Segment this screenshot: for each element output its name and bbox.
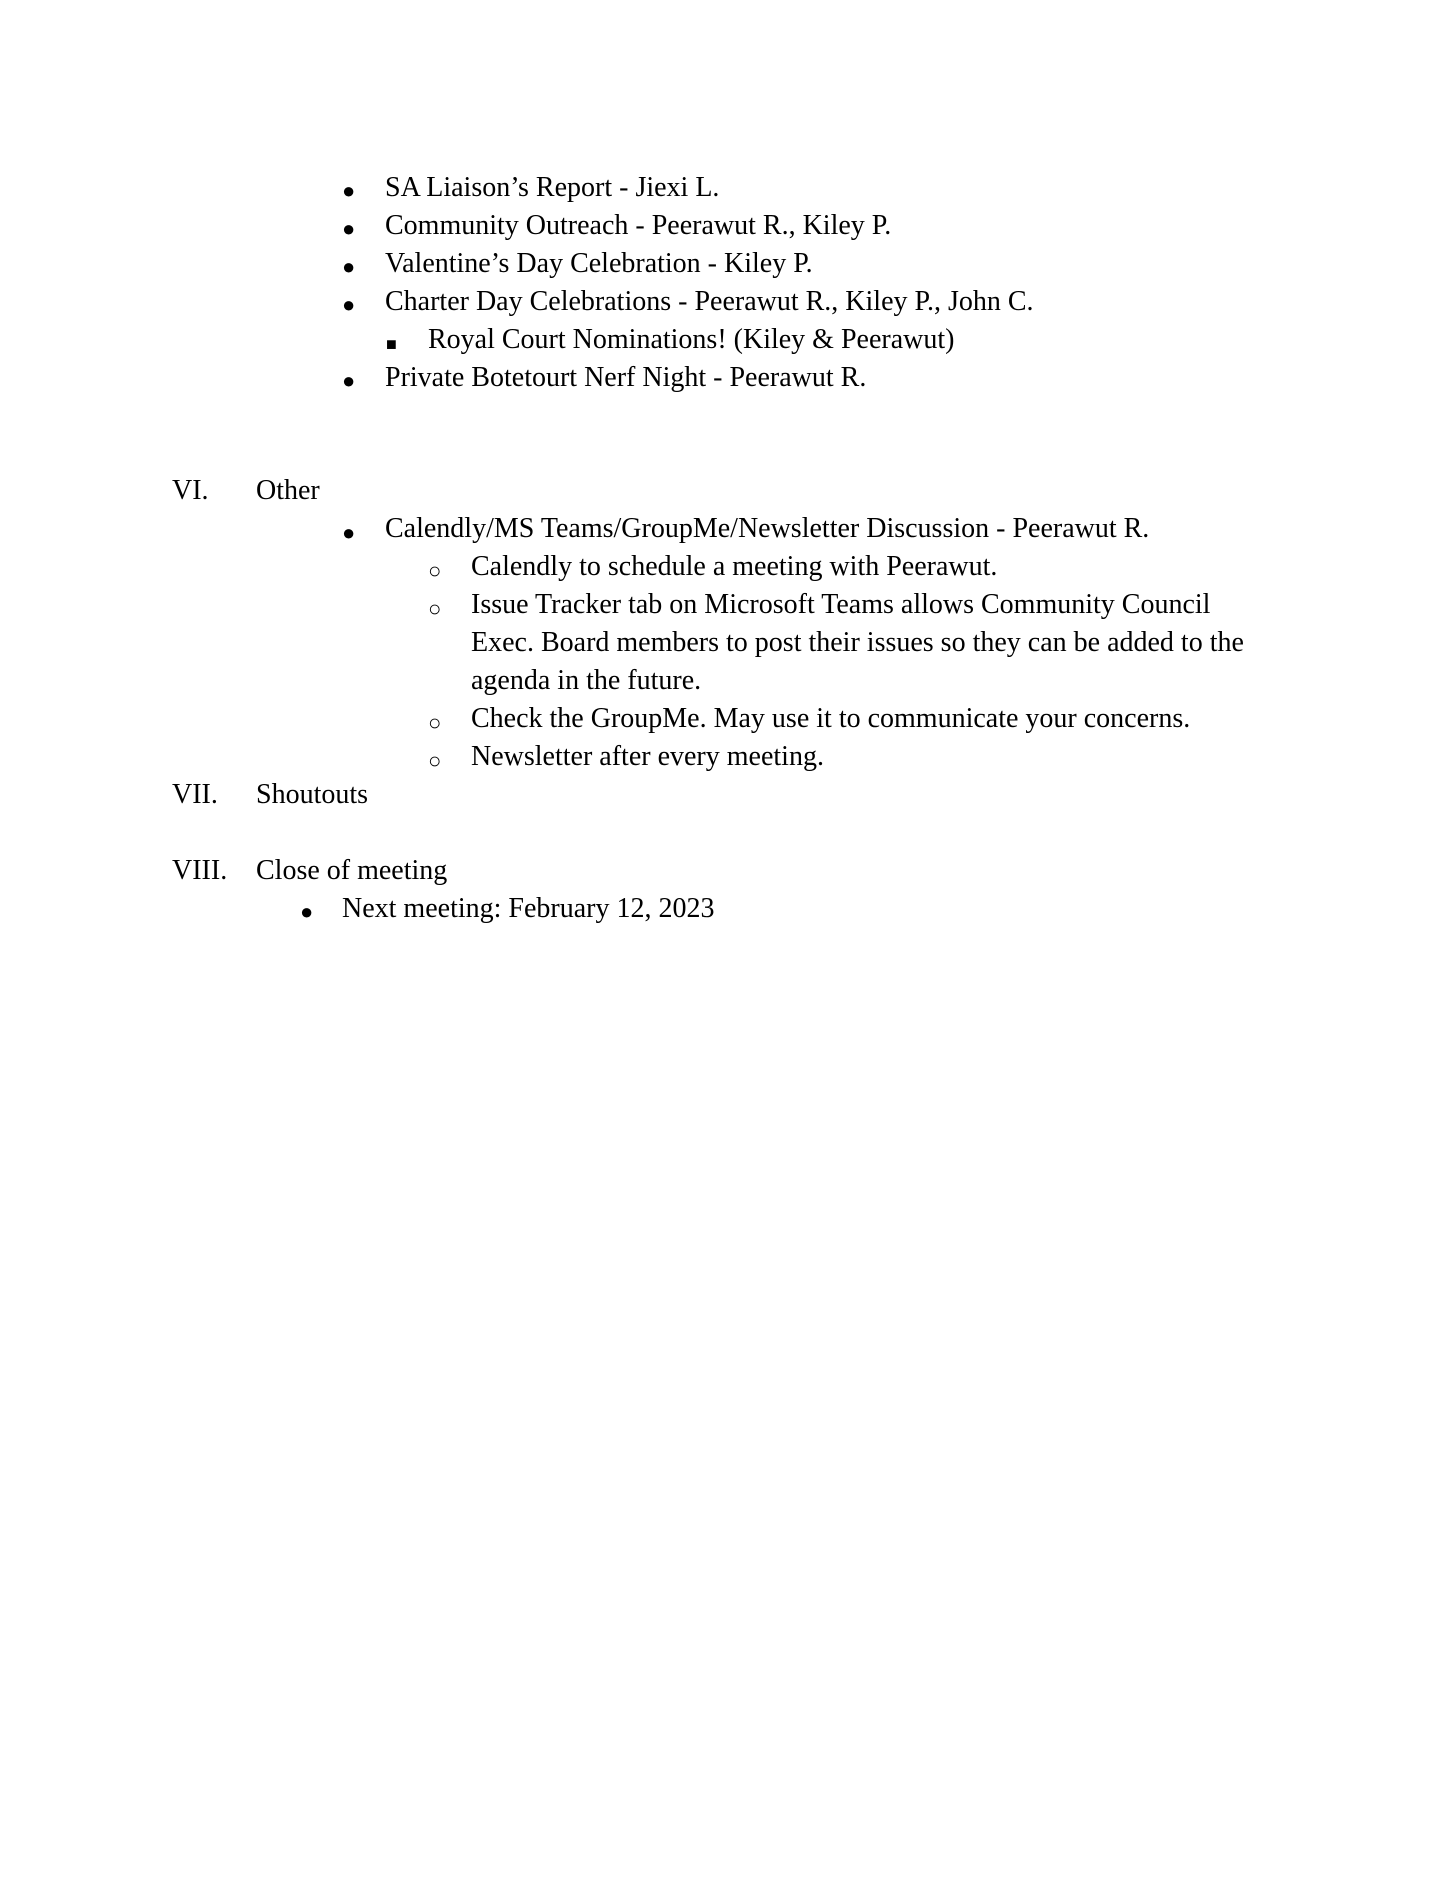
list-item: Valentine’s Day Celebration - Kiley P. <box>385 248 813 279</box>
bullet-disc-icon: ● <box>300 899 314 924</box>
list-item: Community Outreach - Peerawut R., Kiley P. <box>385 210 892 241</box>
list-item: Newsletter after every meeting. <box>471 741 824 772</box>
list-item-continuation: Exec. Board members to post their issues so they can be added to the <box>471 627 1244 658</box>
bullet-disc-icon: ● <box>342 292 356 317</box>
bullet-disc-icon: ● <box>342 178 356 203</box>
list-item: Royal Court Nominations! (Kiley & Peerawut) <box>428 324 955 355</box>
bullet-disc-icon: ● <box>342 368 356 393</box>
list-item: Calendly to schedule a meeting with Peerawut. <box>471 551 998 582</box>
list-item: SA Liaison’s Report - Jiexi L. <box>385 172 720 203</box>
section-numeral: VII. <box>172 779 218 810</box>
bullet-square-icon: ■ <box>386 334 397 354</box>
bullet-disc-icon: ● <box>342 216 356 241</box>
bullet-circle-icon: ○ <box>428 748 442 773</box>
list-item: Charter Day Celebrations - Peerawut R., Kiley P., John C. <box>385 286 1034 317</box>
list-item: Issue Tracker tab on Microsoft Teams allows Community Council <box>471 589 1211 620</box>
section-title: Shoutouts <box>256 779 369 810</box>
bullet-circle-icon: ○ <box>428 596 442 621</box>
list-item: Private Botetourt Nerf Night - Peerawut R. <box>385 362 867 393</box>
section-title: Close of meeting <box>256 855 448 886</box>
section-title: Other <box>256 475 320 506</box>
bullet-circle-icon: ○ <box>428 558 442 583</box>
section-numeral: VIII. <box>172 855 228 886</box>
bullet-disc-icon: ● <box>342 254 356 279</box>
bullet-disc-icon: ● <box>342 520 356 545</box>
bullet-circle-icon: ○ <box>428 710 442 735</box>
list-item: Check the GroupMe. May use it to communicate your concerns. <box>471 703 1191 734</box>
section-numeral: VI. <box>172 475 209 506</box>
list-item: Calendly/MS Teams/GroupMe/Newsletter Discussion - Peerawut R. <box>385 513 1150 544</box>
list-item: Next meeting: February 12, 2023 <box>342 893 715 924</box>
list-item-continuation: agenda in the future. <box>471 665 702 696</box>
